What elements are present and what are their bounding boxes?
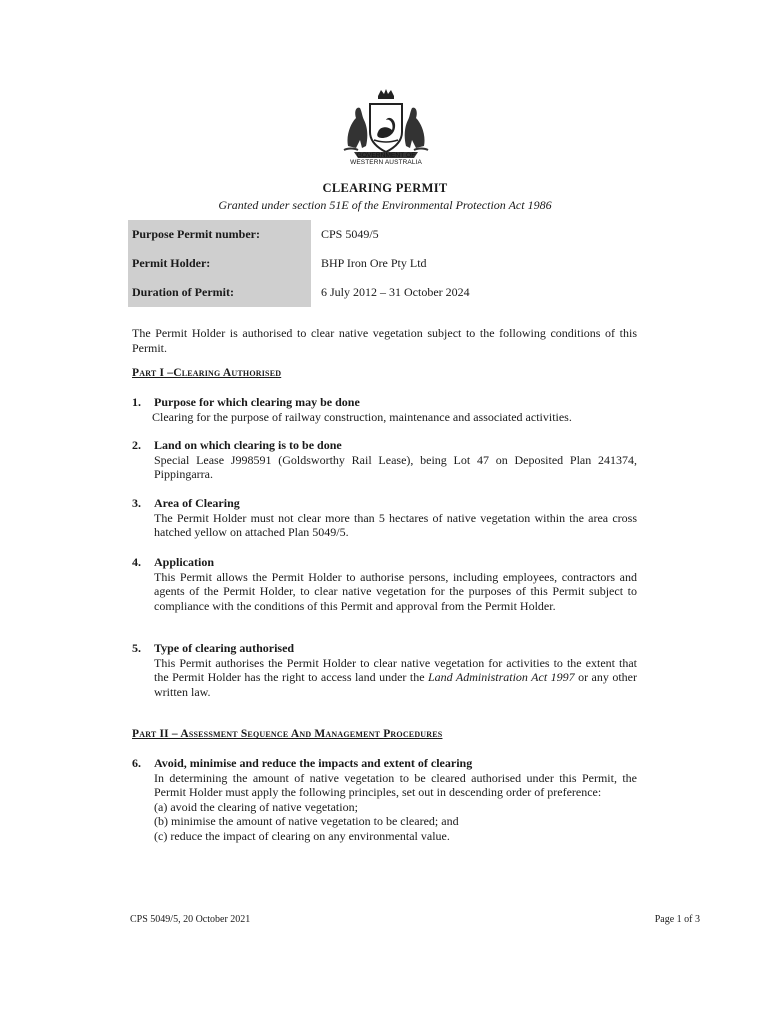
permit-duration-value: 6 July 2012 – 31 October 2024 — [321, 285, 470, 299]
crest-caption-line2: WESTERN AUSTRALIA — [350, 159, 422, 166]
condition-heading: Application — [154, 555, 215, 569]
condition-heading: Avoid, minimise and reduce the impacts and extent of clearing — [154, 756, 473, 770]
document-subtitle: Granted under section 51E of the Environmental Protection Act 1986 — [218, 198, 552, 212]
condition-item — [132, 395, 637, 424]
condition-body: Special Lease J998591 (Goldsworthy Rail Lease), being Lot 47 on Deposited Plan 241374, Pippingarra. — [154, 452, 637, 481]
condition-item — [132, 496, 637, 540]
condition-item — [132, 438, 637, 482]
condition-body-act-name: Land Administration Act 1997 — [428, 670, 575, 684]
condition-heading: Area of Clearing — [154, 496, 240, 510]
condition-sub-item: (c) reduce the impact of clearing on any environmental value. — [154, 828, 450, 843]
permit-info-table — [128, 220, 640, 307]
condition-number: 1. — [132, 395, 141, 409]
condition-body: The Permit Holder must not clear more than 5 hectares of native vegetation within the area cross hatched yellow on attached Plan 5049/5. — [154, 510, 637, 539]
footer-page-number: Page 1 of 3 — [654, 914, 700, 925]
permit-info-row — [128, 220, 640, 249]
condition-body: In determining the amount of native vegetation to be cleared authorised under this Permit, the Permit Holder must apply the following principles, set out in descending order of preference: — [154, 770, 637, 799]
permit-holder-label: Permit Holder: — [128, 249, 311, 278]
condition-heading: Purpose for which clearing may be done — [154, 395, 360, 409]
permit-duration-label: Duration of Permit: — [128, 278, 311, 307]
condition-body — [154, 656, 637, 700]
condition-item — [132, 555, 637, 613]
condition-item — [132, 641, 637, 699]
condition-number: 3. — [132, 496, 141, 510]
permit-holder-value: BHP Iron Ore Pty Ltd — [321, 256, 427, 270]
condition-number: 4. — [132, 555, 141, 569]
part1-heading: Part I –Clearing Authorised — [132, 367, 282, 379]
condition-body-text: or any other written law. — [154, 670, 637, 699]
condition-heading: Type of clearing authorised — [154, 641, 295, 655]
condition-sub-item: (a) avoid the clearing of native vegetation; — [154, 799, 358, 814]
condition-number: 6. — [132, 756, 141, 770]
crest-caption-line1: GOVERNMENT OF — [356, 152, 416, 159]
footer-reference: CPS 5049/5, 20 October 2021 — [130, 914, 251, 925]
condition-body: This Permit allows the Permit Holder to authorise persons, including employees, contractors and agents of the Permit Holder, to clear native vegetation for the purposes of this Permit subject to compliance with the conditions of this Permit and approval from the Permit Holder. — [154, 569, 637, 613]
condition-sub-item: (b) minimise the amount of native vegetation to be cleared; and — [154, 814, 459, 828]
condition-heading: Land on which clearing is to be done — [154, 438, 342, 452]
condition-item — [132, 756, 637, 843]
intro-paragraph: The Permit Holder is authorised to clear native vegetation subject to the following conditions of this Permit. — [132, 326, 637, 355]
condition-number: 2. — [132, 438, 141, 452]
condition-body: Clearing for the purpose of railway construction, maintenance and associated activities. — [152, 409, 572, 424]
part2-heading: Part II – Assessment Sequence And Management Procedures — [132, 728, 443, 740]
permit-info-row — [128, 278, 640, 307]
permit-number-value: CPS 5049/5 — [321, 227, 379, 241]
condition-body-text: This Permit authorises the Permit Holder to clear native vegetation for activities to the extent that the Permit Holder has the right to access land under the — [154, 655, 637, 684]
permit-number-label: Purpose Permit number: — [128, 220, 311, 249]
crest-caption — [340, 152, 432, 166]
permit-info-row — [128, 249, 640, 278]
condition-number: 5. — [132, 641, 141, 655]
document-title: CLEARING PERMIT — [322, 181, 448, 195]
